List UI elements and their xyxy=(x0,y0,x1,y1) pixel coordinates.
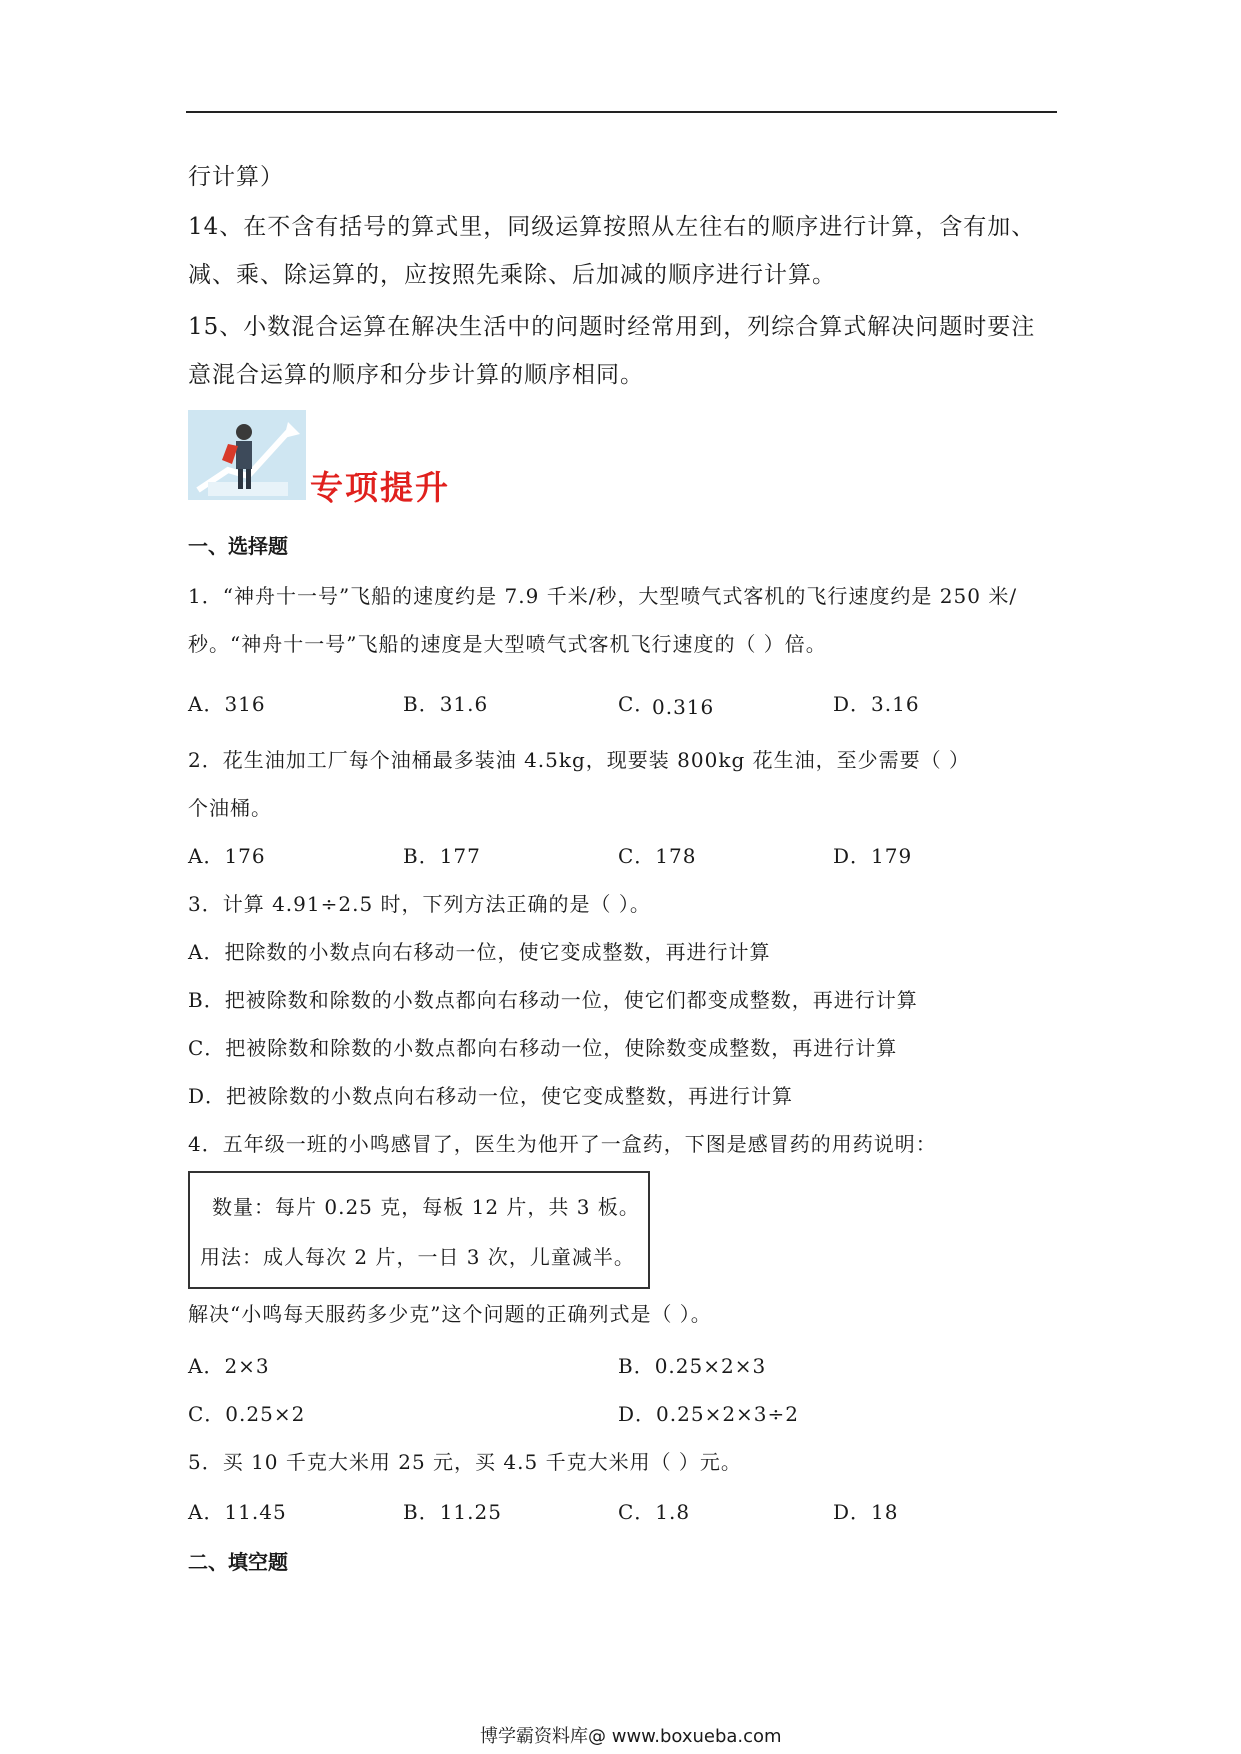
footer-watermark: 博学霸资料库@ www.boxueba.com xyxy=(480,1726,782,1747)
point-15-line2: 意混合运算的顺序和分步计算的顺序相同。 xyxy=(188,362,644,388)
point-15-line1: 15、小数混合运算在解决生活中的问题时经常用到，列综合算式解决问题时要注 xyxy=(188,314,1036,340)
q2-option-c: C．178 xyxy=(618,844,697,868)
section-heading-fill: 二、填空题 xyxy=(188,1550,288,1574)
q1-line2: 秒。“神舟十一号”飞船的速度是大型喷气式客机飞行速度的（ ）倍。 xyxy=(188,632,827,656)
q1-option-d: D．3.16 xyxy=(833,692,920,716)
point-14-line2: 减、乘、除运算的，应按照先乘除、后加减的顺序进行计算。 xyxy=(188,262,836,288)
banner-illustration xyxy=(188,410,306,500)
q1-option-c-value: 0.316 xyxy=(652,695,715,719)
header-rule xyxy=(186,111,1057,113)
point-14-line1: 14、在不含有括号的算式里，同级运算按照从左往右的顺序进行计算，含有加、 xyxy=(188,214,1036,240)
box-line-usage: 用法：成人每次 2 片，一日 3 次，儿童减半。 xyxy=(200,1245,635,1269)
q3-option-c: C．把被除数和除数的小数点都向右移动一位，使除数变成整数，再进行计算 xyxy=(188,1036,898,1060)
q1-line1: 1．“神舟十一号”飞船的速度约是 7.9 千米/秒，大型喷气式客机的飞行速度约是 250 米/ xyxy=(188,584,1018,608)
q5-line1: 5．买 10 千克大米用 25 元，买 4.5 千克大米用（ ）元。 xyxy=(188,1450,742,1474)
q2-line1: 2．花生油加工厂每个油桶最多装油 4.5kg，现要装 800kg 花生油，至少需要（ ） xyxy=(188,748,970,772)
banner-title: 专项提升 xyxy=(310,468,450,507)
q5-option-b: B．11.25 xyxy=(403,1500,502,1524)
q3-option-b: B．把被除数和除数的小数点都向右移动一位，使它们都变成整数，再进行计算 xyxy=(188,988,918,1012)
q4-question: 解决“小鸣每天服药多少克”这个问题的正确列式是（ ）。 xyxy=(188,1302,712,1326)
q2-option-b: B．177 xyxy=(403,844,481,868)
q4-option-a: A．2×3 xyxy=(188,1354,270,1378)
q1-option-b: B．31.6 xyxy=(403,692,489,716)
q4-option-c: C．0.25×2 xyxy=(188,1402,306,1426)
q4-line1: 4．五年级一班的小鸣感冒了，医生为他开了一盒药，下图是感冒药的用药说明： xyxy=(188,1132,937,1156)
section-heading-choice: 一、选择题 xyxy=(188,534,288,558)
box-line-quantity: 数量：每片 0.25 克，每板 12 片，共 3 板。 xyxy=(212,1195,640,1219)
q2-option-a: A．176 xyxy=(188,844,266,868)
q5-option-c: C．1.8 xyxy=(618,1500,691,1524)
q5-option-d: D．18 xyxy=(833,1500,899,1524)
q5-option-a: A．11.45 xyxy=(188,1500,287,1524)
q2-line2: 个油桶。 xyxy=(188,796,272,820)
intro-line: 行计算） xyxy=(188,164,284,190)
medicine-instructions-box xyxy=(188,1171,650,1289)
q3-option-d: D．把被除数的小数点向右移动一位，使它变成整数，再进行计算 xyxy=(188,1084,794,1108)
q2-option-d: D．179 xyxy=(833,844,913,868)
q4-option-b: B．0.25×2×3 xyxy=(618,1354,767,1378)
q4-option-d: D．0.25×2×3÷2 xyxy=(618,1402,800,1426)
q1-option-c: C． xyxy=(618,692,656,716)
q3-line1: 3．计算 4.91÷2.5 时，下列方法正确的是（ ）。 xyxy=(188,892,651,916)
q1-option-a: A．316 xyxy=(188,692,266,716)
q3-option-a: A．把除数的小数点向右移动一位，使它变成整数，再进行计算 xyxy=(188,940,771,964)
